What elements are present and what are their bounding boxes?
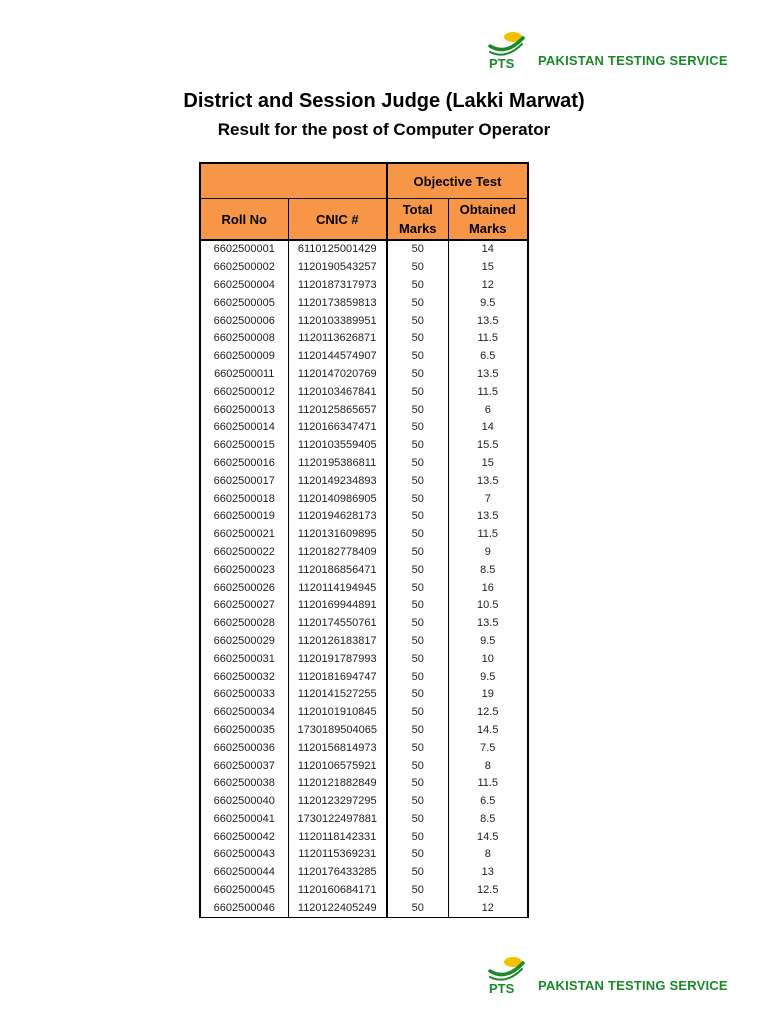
cnic-cell: 1120181694747 (288, 668, 387, 686)
obtained-marks-cell: 13.5 (448, 472, 528, 490)
roll-no-cell: 6602500009 (200, 348, 288, 366)
total-marks-cell: 50 (387, 330, 448, 348)
obtained-marks-cell: 8.5 (448, 811, 528, 829)
total-marks-cell: 50 (387, 401, 448, 419)
roll-no-cell: 6602500005 (200, 294, 288, 312)
total-marks-cell: 50 (387, 757, 448, 775)
cnic-cell: 1120122405249 (288, 899, 387, 917)
roll-no-cell: 6602500015 (200, 437, 288, 455)
obtained-marks-cell: 11.5 (448, 526, 528, 544)
cnic-cell: 1120174550761 (288, 615, 387, 633)
roll-no-cell: 6602500013 (200, 401, 288, 419)
table-row (200, 490, 528, 508)
table-row (200, 882, 528, 900)
total-marks-cell: 50 (387, 828, 448, 846)
obtained-marks-cell: 8.5 (448, 561, 528, 579)
table-row (200, 348, 528, 366)
cnic-cell: 1120149234893 (288, 472, 387, 490)
obtained-marks-header: Obtained Marks (448, 199, 528, 241)
table-row (200, 312, 528, 330)
roll-no-cell: 6602500031 (200, 650, 288, 668)
total-marks-cell: 50 (387, 366, 448, 384)
obtained-marks-cell: 15 (448, 455, 528, 473)
blank-header-cell (200, 163, 387, 199)
roll-no-cell: 6602500035 (200, 722, 288, 740)
roll-no-cell: 6602500001 (200, 240, 288, 259)
obtained-marks-cell: 15.5 (448, 437, 528, 455)
roll-no-cell: 6602500032 (200, 668, 288, 686)
total-marks-cell: 50 (387, 383, 448, 401)
roll-no-header: Roll No (200, 199, 288, 241)
total-marks-cell: 50 (387, 294, 448, 312)
table-row (200, 472, 528, 490)
cnic-cell: 1120195386811 (288, 455, 387, 473)
total-marks-cell: 50 (387, 650, 448, 668)
cnic-cell: 1120103467841 (288, 383, 387, 401)
cnic-cell: 1120186856471 (288, 561, 387, 579)
page-subtitle: Result for the post of Computer Operator (217, 120, 551, 139)
cnic-cell: 1120191787993 (288, 650, 387, 668)
obtained-marks-cell: 13.5 (448, 615, 528, 633)
table-row (200, 383, 528, 401)
total-marks-cell: 50 (387, 455, 448, 473)
cnic-cell: 1120173859813 (288, 294, 387, 312)
obtained-marks-cell: 9.5 (448, 668, 528, 686)
obtained-marks-cell: 13 (448, 864, 528, 882)
obtained-marks-cell: 6 (448, 401, 528, 419)
table-row (200, 704, 528, 722)
table-row (200, 686, 528, 704)
roll-no-cell: 6602500023 (200, 561, 288, 579)
total-marks-cell: 50 (387, 899, 448, 917)
table-row (200, 597, 528, 615)
total-marks-cell: 50 (387, 508, 448, 526)
total-marks-cell: 50 (387, 722, 448, 740)
table-row (200, 775, 528, 793)
total-marks-cell: 50 (387, 348, 448, 366)
obtained-marks-cell: 14 (448, 419, 528, 437)
cnic-cell: 1120103389951 (288, 312, 387, 330)
obtained-marks-cell: 16 (448, 579, 528, 597)
cnic-cell: 1120169944891 (288, 597, 387, 615)
results-table (199, 162, 529, 918)
obtained-marks-cell: 6.5 (448, 348, 528, 366)
table-row (200, 757, 528, 775)
total-marks-cell: 50 (387, 312, 448, 330)
cnic-cell: 1120182778409 (288, 544, 387, 562)
cnic-cell: 1120113626871 (288, 330, 387, 348)
cnic-cell: 1120194628173 (288, 508, 387, 526)
table-row (200, 437, 528, 455)
obtained-marks-cell: 11.5 (448, 330, 528, 348)
roll-no-cell: 6602500012 (200, 383, 288, 401)
obtained-marks-cell: 12.5 (448, 882, 528, 900)
roll-no-cell: 6602500028 (200, 615, 288, 633)
total-marks-cell: 50 (387, 472, 448, 490)
roll-no-cell: 6602500019 (200, 508, 288, 526)
total-marks-cell: 50 (387, 526, 448, 544)
obtained-marks-cell: 9.5 (448, 633, 528, 651)
roll-no-cell: 6602500036 (200, 739, 288, 757)
table-row (200, 668, 528, 686)
total-marks-cell: 50 (387, 704, 448, 722)
cnic-cell: 1120118142331 (288, 828, 387, 846)
results-body (200, 240, 528, 918)
roll-no-cell: 6602500002 (200, 259, 288, 277)
total-marks-cell: 50 (387, 739, 448, 757)
table-row (200, 240, 528, 259)
roll-no-cell: 6602500021 (200, 526, 288, 544)
obtained-marks-cell: 10.5 (448, 597, 528, 615)
objective-test-header: Objective Test (387, 163, 528, 199)
total-marks-header: Total Marks (387, 199, 448, 241)
table-row (200, 739, 528, 757)
roll-no-cell: 6602500044 (200, 864, 288, 882)
total-marks-cell: 50 (387, 615, 448, 633)
table-row (200, 650, 528, 668)
total-marks-cell: 50 (387, 882, 448, 900)
cnic-cell: 1120123297295 (288, 793, 387, 811)
table-row (200, 330, 528, 348)
obtained-marks-cell: 12.5 (448, 704, 528, 722)
obtained-marks-cell: 8 (448, 757, 528, 775)
roll-no-cell: 6602500011 (200, 366, 288, 384)
obtained-marks-cell: 14.5 (448, 828, 528, 846)
table-row (200, 294, 528, 312)
table-row (200, 561, 528, 579)
roll-no-cell: 6602500034 (200, 704, 288, 722)
roll-no-cell: 6602500042 (200, 828, 288, 846)
cnic-cell: 1120125865657 (288, 401, 387, 419)
obtained-marks-cell: 11.5 (448, 775, 528, 793)
roll-no-cell: 6602500026 (200, 579, 288, 597)
table-row (200, 793, 528, 811)
page-title: District and Session Judge (Lakki Marwat) (183, 90, 585, 112)
roll-no-cell: 6602500029 (200, 633, 288, 651)
total-marks-cell: 50 (387, 490, 448, 508)
cnic-cell: 1120156814973 (288, 739, 387, 757)
roll-no-cell: 6602500033 (200, 686, 288, 704)
org-name: PAKISTAN TESTING SERVICE (538, 53, 728, 68)
total-marks-cell: 50 (387, 419, 448, 437)
cnic-cell: 1120131609895 (288, 526, 387, 544)
roll-no-cell: 6602500018 (200, 490, 288, 508)
obtained-marks-cell: 7 (448, 490, 528, 508)
cnic-cell: 1120166347471 (288, 419, 387, 437)
table-row (200, 846, 528, 864)
total-marks-cell: 50 (387, 579, 448, 597)
roll-no-cell: 6602500041 (200, 811, 288, 829)
table-row (200, 419, 528, 437)
total-marks-cell: 50 (387, 633, 448, 651)
cnic-cell: 1120103559405 (288, 437, 387, 455)
table-row (200, 544, 528, 562)
total-marks-cell: 50 (387, 277, 448, 295)
cnic-cell: 1120187317973 (288, 277, 387, 295)
obtained-marks-cell: 13.5 (448, 312, 528, 330)
cnic-cell: 1120176433285 (288, 864, 387, 882)
roll-no-cell: 6602500016 (200, 455, 288, 473)
pts-abbr: PTS (489, 56, 515, 70)
total-marks-cell: 50 (387, 668, 448, 686)
total-marks-cell: 50 (387, 259, 448, 277)
obtained-marks-cell: 13.5 (448, 508, 528, 526)
total-marks-cell: 50 (387, 561, 448, 579)
org-name: PAKISTAN TESTING SERVICE (538, 978, 728, 993)
total-marks-cell: 50 (387, 240, 448, 259)
table-row (200, 899, 528, 917)
table-row (200, 828, 528, 846)
obtained-marks-cell: 10 (448, 650, 528, 668)
roll-no-cell: 6602500027 (200, 597, 288, 615)
cnic-cell: 1120114194945 (288, 579, 387, 597)
obtained-marks-cell: 14 (448, 240, 528, 259)
total-marks-cell: 50 (387, 597, 448, 615)
cnic-cell: 1120115369231 (288, 846, 387, 864)
total-marks-cell: 50 (387, 793, 448, 811)
obtained-marks-cell: 15 (448, 259, 528, 277)
obtained-marks-cell: 9.5 (448, 294, 528, 312)
cnic-cell: 1120101910845 (288, 704, 387, 722)
roll-no-cell: 6602500040 (200, 793, 288, 811)
table-row (200, 633, 528, 651)
total-marks-cell: 50 (387, 775, 448, 793)
obtained-marks-cell: 8 (448, 846, 528, 864)
roll-no-cell: 6602500006 (200, 312, 288, 330)
table-row (200, 722, 528, 740)
roll-no-cell: 6602500014 (200, 419, 288, 437)
cnic-cell: 1120144574907 (288, 348, 387, 366)
roll-no-cell: 6602500046 (200, 899, 288, 917)
obtained-marks-cell: 7.5 (448, 739, 528, 757)
cnic-cell: 1730122497881 (288, 811, 387, 829)
cnic-cell: 1120141527255 (288, 686, 387, 704)
obtained-marks-cell: 14.5 (448, 722, 528, 740)
cnic-cell: 1120126183817 (288, 633, 387, 651)
cnic-cell: 6110125001429 (288, 240, 387, 259)
total-marks-cell: 50 (387, 811, 448, 829)
roll-no-cell: 6602500004 (200, 277, 288, 295)
roll-no-cell: 6602500017 (200, 472, 288, 490)
table-row (200, 864, 528, 882)
cnic-cell: 1730189504065 (288, 722, 387, 740)
table-row (200, 615, 528, 633)
roll-no-cell: 6602500022 (200, 544, 288, 562)
pts-logo-icon (486, 955, 526, 995)
table-row (200, 401, 528, 419)
cnic-cell: 1120121882849 (288, 775, 387, 793)
obtained-marks-cell: 12 (448, 277, 528, 295)
total-marks-cell: 50 (387, 864, 448, 882)
pts-logo-icon (486, 30, 526, 70)
obtained-marks-cell: 11.5 (448, 383, 528, 401)
obtained-marks-cell: 12 (448, 899, 528, 917)
obtained-marks-cell: 19 (448, 686, 528, 704)
total-marks-cell: 50 (387, 846, 448, 864)
pts-logo-header (486, 30, 728, 70)
table-row (200, 579, 528, 597)
cnic-cell: 1120160684171 (288, 882, 387, 900)
total-marks-cell: 50 (387, 437, 448, 455)
cnic-cell: 1120147020769 (288, 366, 387, 384)
obtained-marks-cell: 13.5 (448, 366, 528, 384)
roll-no-cell: 6602500038 (200, 775, 288, 793)
pts-logo-footer (486, 955, 728, 995)
roll-no-cell: 6602500045 (200, 882, 288, 900)
roll-no-cell: 6602500008 (200, 330, 288, 348)
cnic-cell: 1120140986905 (288, 490, 387, 508)
cnic-header: CNIC # (288, 199, 387, 241)
cnic-cell: 1120190543257 (288, 259, 387, 277)
obtained-marks-cell: 6.5 (448, 793, 528, 811)
table-row (200, 366, 528, 384)
roll-no-cell: 6602500043 (200, 846, 288, 864)
table-row (200, 455, 528, 473)
obtained-marks-cell: 9 (448, 544, 528, 562)
total-marks-cell: 50 (387, 544, 448, 562)
table-row (200, 526, 528, 544)
total-marks-cell: 50 (387, 686, 448, 704)
roll-no-cell: 6602500037 (200, 757, 288, 775)
table-row (200, 508, 528, 526)
table-row (200, 259, 528, 277)
pts-abbr: PTS (489, 981, 515, 995)
table-row (200, 277, 528, 295)
cnic-cell: 1120106575921 (288, 757, 387, 775)
table-row (200, 811, 528, 829)
